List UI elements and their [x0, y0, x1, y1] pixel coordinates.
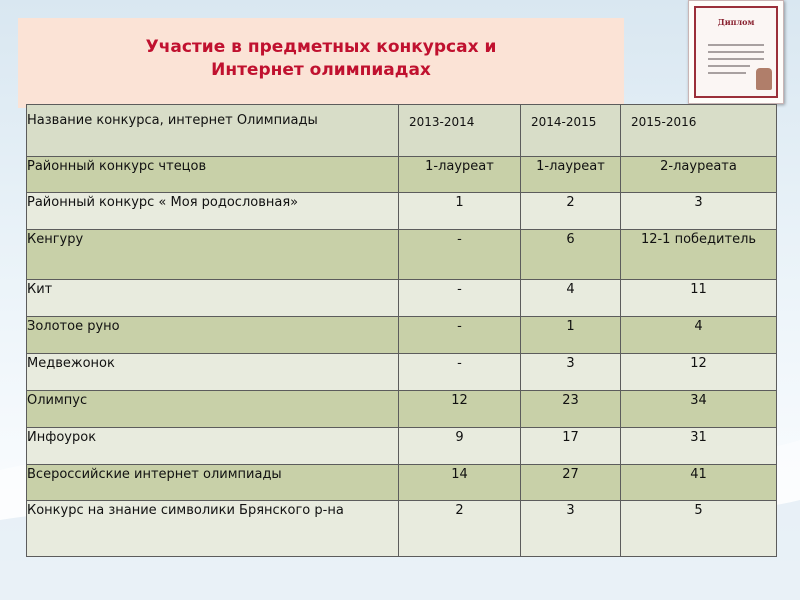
header-cell-2015-2016: 2015-2016: [621, 105, 777, 157]
table-row: [27, 391, 777, 428]
row-value-cell: 2-лауреата: [621, 157, 777, 193]
row-value-cell: -: [399, 354, 521, 391]
row-name-cell: Инфоурок: [27, 428, 399, 465]
row-value-cell: 12: [399, 391, 521, 428]
row-value-cell: 11: [621, 280, 777, 317]
row-value-cell: 9: [399, 428, 521, 465]
row-value-cell: -: [399, 317, 521, 354]
diploma-text-line: [708, 65, 750, 67]
row-value-cell: 4: [521, 280, 621, 317]
header-cell-name: Название конкурса, интернет Олимпиады: [27, 105, 399, 157]
table-row: [27, 354, 777, 391]
diploma-text-line: [708, 51, 764, 53]
diploma-frame: [694, 6, 778, 98]
diploma-heading: Диплом: [717, 17, 755, 27]
row-value-cell: 2: [521, 193, 621, 230]
diploma-image: [688, 0, 784, 104]
page-title: Участие в предметных конкурсах и Интернет олимпиадах: [145, 37, 497, 80]
row-value-cell: 2: [399, 501, 521, 557]
diploma-text-line: [708, 72, 746, 74]
row-value-cell: 1: [521, 317, 621, 354]
header-cell-2013-2014: 2013-2014: [399, 105, 521, 157]
table-row: [27, 501, 777, 557]
row-value-cell: 34: [621, 391, 777, 428]
row-value-cell: 12: [621, 354, 777, 391]
table-row: [27, 428, 777, 465]
row-name-cell: Кенгуру: [27, 230, 399, 280]
row-value-cell: 3: [521, 501, 621, 557]
row-value-cell: 12-1 победитель: [621, 230, 777, 280]
table-header-row: [27, 105, 777, 157]
diploma-seal-icon: [756, 68, 772, 90]
header-cell-2014-2015: 2014-2015: [521, 105, 621, 157]
row-name-cell: Конкурс на знание символики Брянского р-на: [27, 501, 399, 557]
table-row: [27, 230, 777, 280]
diploma-text-line: [708, 44, 764, 46]
table-row: [27, 193, 777, 230]
row-value-cell: 1-лауреат: [399, 157, 521, 193]
row-name-cell: Всероссийские интернет олимпиады: [27, 465, 399, 501]
row-value-cell: 1: [399, 193, 521, 230]
row-value-cell: 31: [621, 428, 777, 465]
row-name-cell: Кит: [27, 280, 399, 317]
row-value-cell: 17: [521, 428, 621, 465]
row-value-cell: 5: [621, 501, 777, 557]
row-value-cell: 1-лауреат: [521, 157, 621, 193]
row-value-cell: 4: [621, 317, 777, 354]
row-name-cell: Районный конкурс чтецов: [27, 157, 399, 193]
row-value-cell: 14: [399, 465, 521, 501]
row-value-cell: 6: [521, 230, 621, 280]
table-row: [27, 280, 777, 317]
row-name-cell: Районный конкурс « Моя родословная»: [27, 193, 399, 230]
row-value-cell: 23: [521, 391, 621, 428]
contest-results-table: [26, 104, 777, 557]
row-value-cell: 27: [521, 465, 621, 501]
row-value-cell: -: [399, 280, 521, 317]
row-value-cell: 3: [521, 354, 621, 391]
table-row: [27, 317, 777, 354]
row-name-cell: Олимпус: [27, 391, 399, 428]
row-value-cell: -: [399, 230, 521, 280]
title-banner: [18, 18, 624, 108]
row-name-cell: Золотое руно: [27, 317, 399, 354]
row-name-cell: Медвежонок: [27, 354, 399, 391]
row-value-cell: 3: [621, 193, 777, 230]
row-value-cell: 41: [621, 465, 777, 501]
table-row: [27, 157, 777, 193]
diploma-text-line: [708, 58, 764, 60]
table-row: [27, 465, 777, 501]
